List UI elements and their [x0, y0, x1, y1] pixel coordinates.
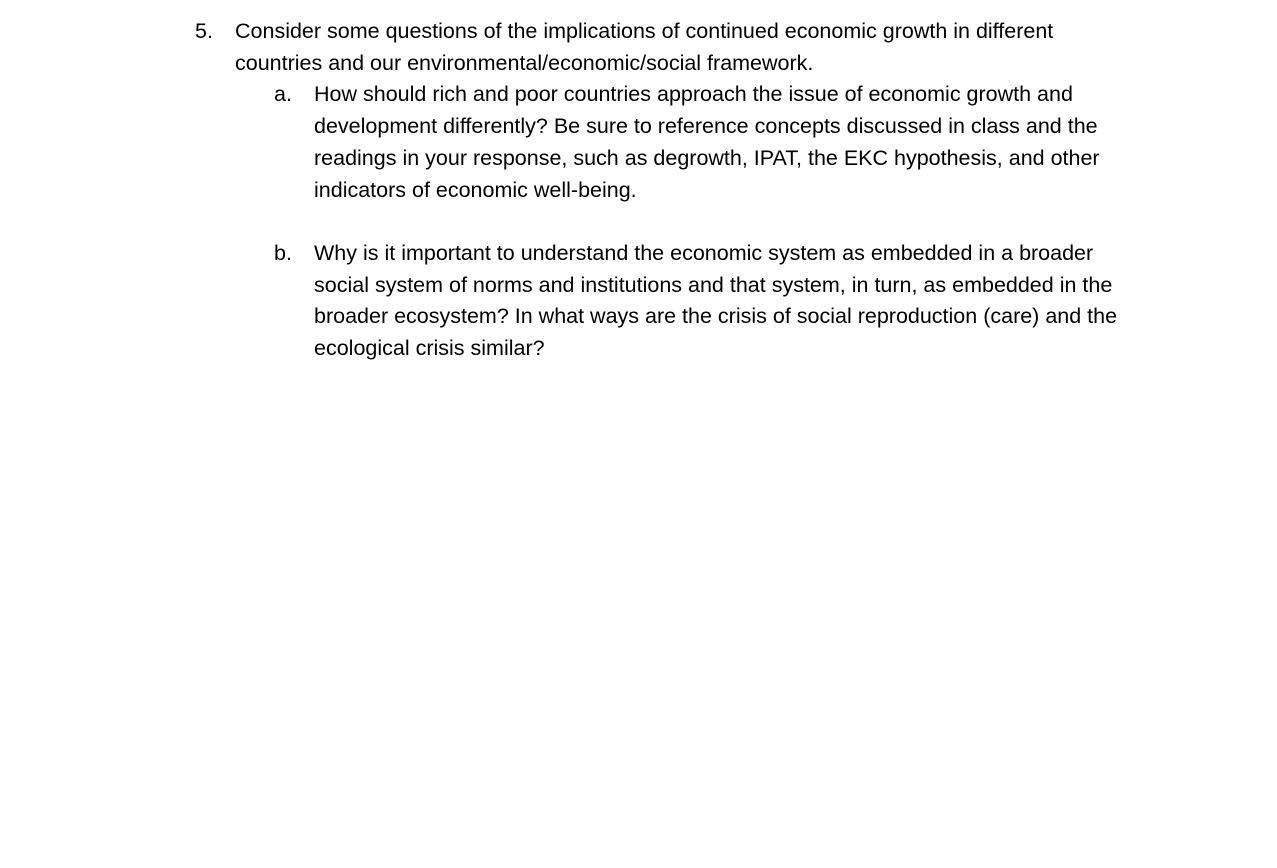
question-text: Consider some questions of the implications of continued economic growth in different countries and our environmental/economic/social framework.: [235, 19, 1054, 75]
subquestion-text: How should rich and poor countries approach the issue of economic growth and development differently? Be sure to reference concepts discussed in class and the readings in your response, such as degrowth, IPAT, the EKC hypothesis, and other indicators of economic well-being.: [314, 82, 1100, 202]
subquestion-a: [274, 79, 1155, 206]
subquestion-letter: b.: [274, 240, 292, 265]
subquestion-text: Why is it important to understand the economic system as embedded in a broader social system of norms and institutions and that system, in turn, as embedded in the broader ecosystem? In what ways are the crisis of social reproduction (care) and the ecological crisis similar?: [314, 240, 1118, 361]
subquestion-letter: a.: [274, 82, 292, 107]
subquestion-list: [195, 79, 1155, 364]
question-5: [195, 16, 1155, 365]
subquestion-b: [274, 238, 1155, 365]
question-number: 5.: [195, 19, 213, 43]
